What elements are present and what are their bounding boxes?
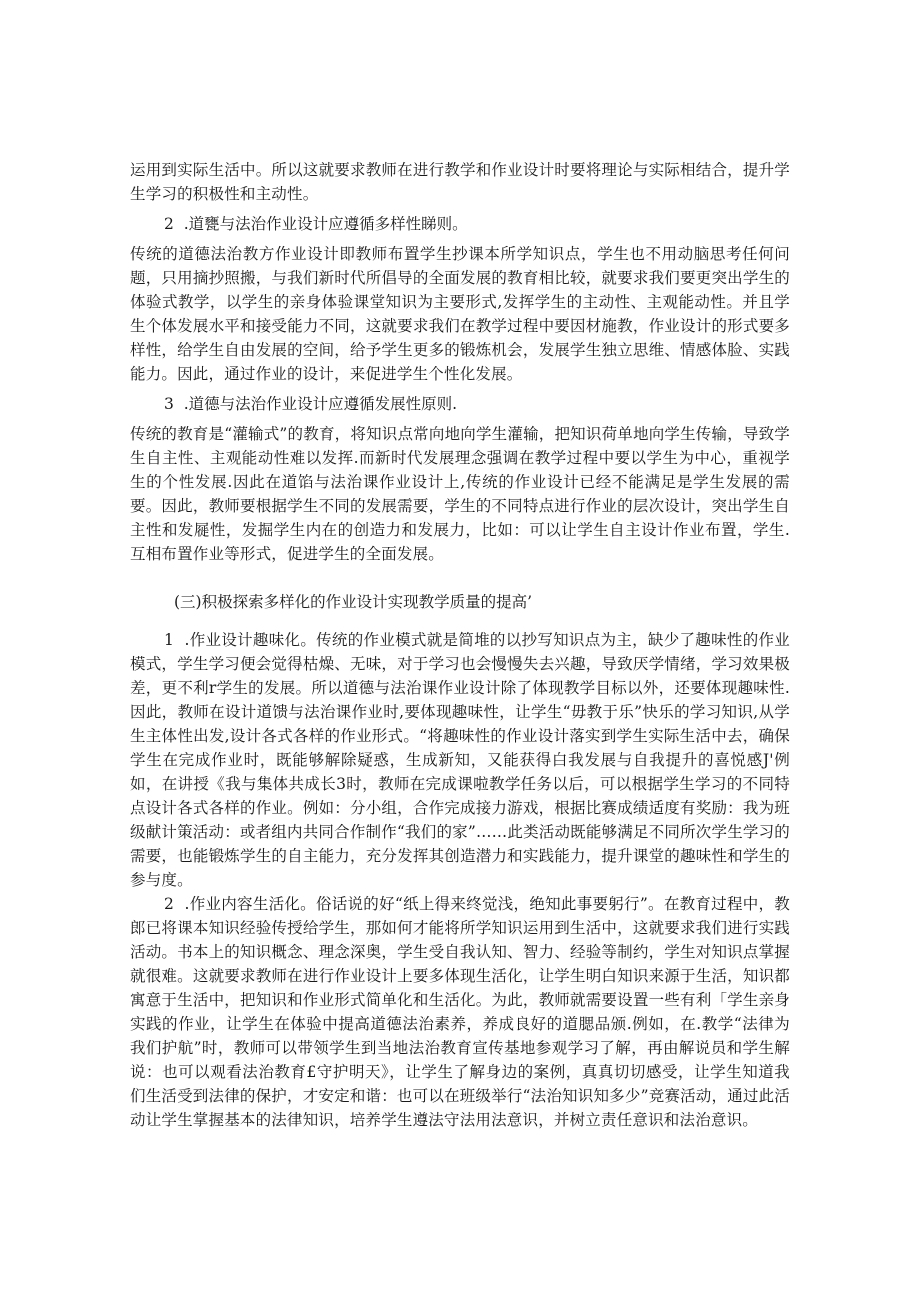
heading-item-3: 3 .道德与法治作业设计应遵循发展性原则. [164,395,458,413]
paragraph-2: 传统的道德法治教方作业设计即教师布置学生抄课本所学知识点，学生也不用动脑思考任何问题，只用摘抄照搬，与我们新时代所倡导的全面发展的教育相比较，就要求我们要更突出学生的体验式教学，以学生的亲身体验课堂知识为主要形式,发挥学生的主动性、主观能动性。并且学生个体发展水平和接受能力不同，这就要求我们在教学过程中要因材施教，作业设计的形式要多样性，给学生自由发展的空间，给予学生更多的锻炼机会，发展学生独立思维、情感体脸、实践能力。因此，通过作业的设计，来促进学生个性化发展。 [130,245,790,383]
paragraph-3: 传统的教育是“灌输式”的教育，将知识点常向地向学生灌输，把知识荷单地向学生传输，导致学生自主性、主观能动性难以发挥.而新时代发展理念强调在教学过程中要以学生为中心，重视学生的个性发展.因此在道馅与法治课作业设计上,传统的作业设计已经不能满足是学生发展的需要。因此，教师要根据学生不同的发展需要，学生的不同特点进行作业的层次设计，突出学生自主性和发屣性，发掘学生内在的创造力和发展力，比如：可以让学生自主设计作业布置，学生.互相布置作业等形式，促进学生的全面发展。 [130,425,790,563]
heading-item-2: 2 .道甕与法治作业设计应遵循多样性睇则。 [164,215,468,233]
paragraph-5: 2 .作业内容生活化。俗话说的好“纸上得来终觉浅，绝知此事要躬行”。在教育过程中，教郎已将课本知识经验传授给学生，那如何才能将所学知识运用到生活中，这就要求我们进行实践活动。书本上的知识概念、理念深奥，学生受自我认知、智力、经验等制约，学生对知识点掌握就很难。这就要求教师在进行作业设计上要多体现生活化，让学生明白知识来源于生活，知识都寓意于生活中，把知识和作业形式简单化和生活化。为此，教师就需要设置一些有利「学生亲身实践的作业，让学生在体验中提高道德法治素养，养成良好的道腮品颁.例如，在.教学“法律为我们护航”时，教师可以带领学生到当地法治教育宣传基地参观学习了解，再由解说员和学生解说：也可以观看法治教育£守护明天》，让学生了解身边的案例，真真切切感受，让学生知道我们生活受到法律的保护，才安定和谐：也可以在班级举行“法治知识知多少”竞赛活动，通过此活动让学生掌握基本的法律知识，培养学生遵法守法用法意识，并树立责任意识和法治意识。 [130,895,790,1129]
paragraph-1: 运用到实际生活中。所以这就要求教师在进行教学和作业设计时要将理论与实际相结合，提升学生学习的积极性和主动性。 [130,161,790,203]
document-body [130,158,790,1132]
section-heading-3: (三)积极探索多样化的作业设计实现教学质量的提高’ [174,593,533,611]
paragraph-4: 1 .作业设计趣味化。传统的作业模式就是简堆的以抄写知识点为主，缺少了趣味性的作业模式，学生学习便会觉得枯燥、无味，对于学习也会慢慢失去兴趣，导致厌学情绪，学习效果极差，更不利r学生的发展。所以道德与法治课作业设计除了体现教学目标以外，还要体现趣味性.因此，教师在设计道馈与法治课作业时,要体现趣味性，让学生“毋教于乐”快乐的学习知识,从学生主体性出发,设计各式各样的作业形式。“将趣味性的作业设计落实到学生实际生活中去，确保学生在完成作业时，既能够解除疑惑，生成新知，又能获得白我发展与自我提升的喜悦感J'例如，在讲授《我与集体共成长3时，教师在完成课啦教学任务以后，可以根据学生学习的不同特点设计各式各样的作业。例如：分小组，合作完成接力游戏，根据比赛成绩适度有奖励：我为班级献计策活动：或者组内共同合作制作“我们的家”……此类活动既能够满足不同所次学生学习的需要，也能锻炼学生的自主能力，充分发挥其创造潜力和实践能力，提升课堂的趣味性和学生的参与度。 [130,631,790,889]
